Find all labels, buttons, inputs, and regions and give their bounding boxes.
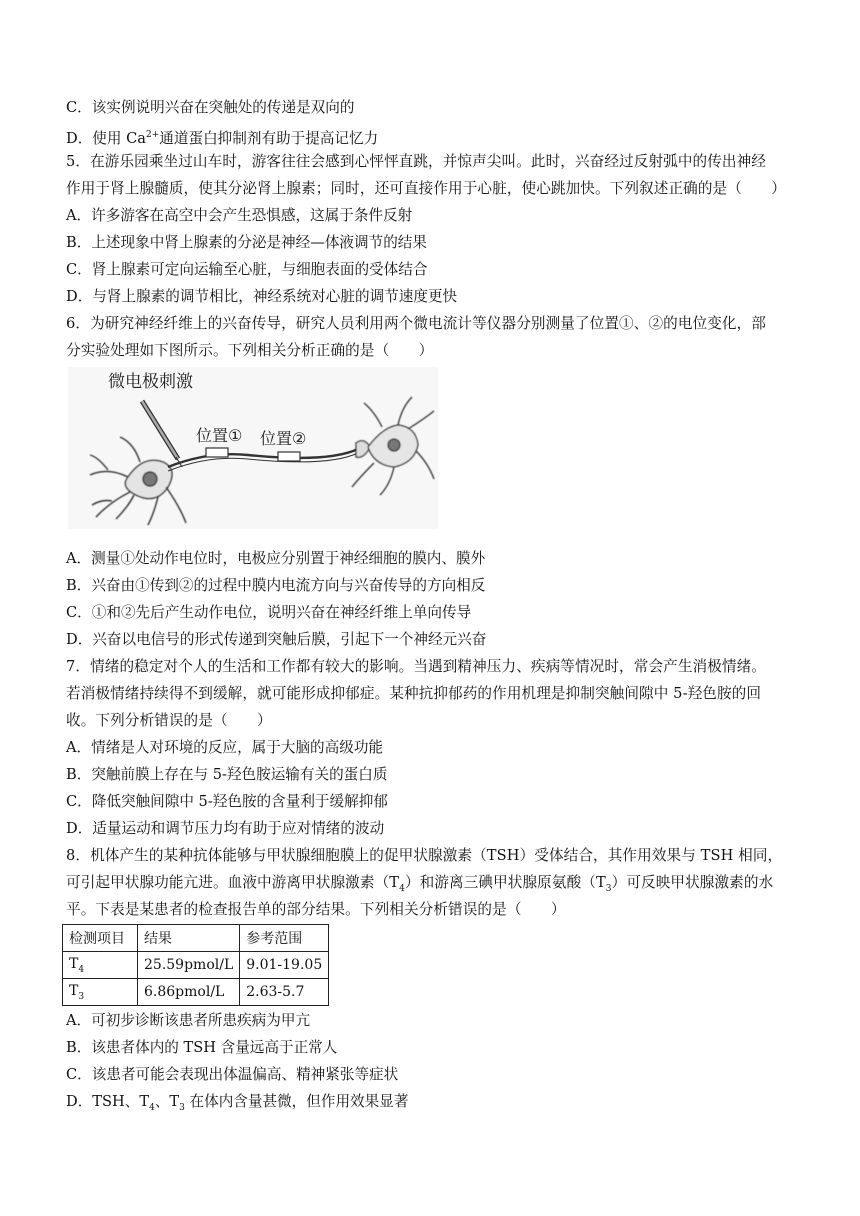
table-header-cell: 结果 [138,925,240,952]
q6-option-a: A．测量①处动作电位时，电极应分别置于神经细胞的膜内、膜外 [66,550,486,567]
q5-stem-line-1: 5．在游乐园乘坐过山车时，游客往往会感到心怦怦直跳，并惊声尖叫。此时，兴奋经过反射弧中的传出神经 [66,153,766,170]
q7-stem-line-2: 若消极情绪持续得不到缓解，就可能形成抑郁症。某种抗抑郁药的作用机理是抑制突触间隙中 5-羟色胺的回 [66,685,762,702]
item-text: T [69,955,79,972]
q8-stem-subscript: 3 [605,883,612,894]
table-cell-range: 2.63-5.7 [240,979,329,1006]
q8-option-d-text: 、T [154,1093,180,1110]
q8-option-b: B．该患者体内的 TSH 含量远高于正常人 [66,1039,338,1056]
q8-stem-line-3: 平。下表是某患者的检查报告单的部分结果。下列相关分析错误的是（ ） [66,901,566,918]
q7-stem-line-1: 7．情绪的稳定对个人的生活和工作都有较大的影响。当遇到精神压力、疾病等情况时，常会产生消极情绪。 [66,658,766,675]
q4-option-d-text-tail: 通道蛋白抑制剂有助于提高记忆力 [159,129,379,147]
q8-option-c: C．该患者可能会表现出体温偏高、精神紧张等症状 [66,1066,399,1083]
q8-option-d [66,1092,408,1118]
q8-stem-subscript: 4 [399,883,405,894]
table-row [63,979,329,1006]
q8-stem-text: ）和游离三碘甲状腺原氨酸（T [404,874,606,891]
label-position-2: 位置② [260,429,307,448]
item-text: T [69,982,79,999]
q8-option-a: A．可初步诊断该患者所患疾病为甲亢 [66,1012,311,1029]
q8-option-d-subscript: 3 [179,1102,185,1113]
item-subscript: 4 [78,964,85,975]
q7-option-a: A．情绪是人对环境的反应，属于大脑的高级功能 [66,739,384,756]
label-micro-electrode: 微电极刺激 [108,372,193,392]
table-cell-item [63,979,138,1006]
neuron-diagram [68,367,438,529]
q8-stem-line-1: 8．机体产生的某种抗体能够与甲状腺细胞膜上的促甲状腺激素（TSH）受体结合，其作用效果与 TSH 相同， [66,847,783,864]
table-cell-result: 6.86pmol/L [138,979,240,1006]
q8-option-d-text: 在体内含量甚微，但作用效果显著 [184,1093,409,1110]
q5-stem-line-2: 作用于肾上腺髓质，使其分泌肾上腺素；同时，还可直接作用于心脏，使心跳加快。下列叙述正确的是（ ） [66,180,786,197]
q7-option-b: B．突触前膜上存在与 5-羟色胺运输有关的蛋白质 [66,766,388,783]
q4-option-d-text: D．使用 Ca [66,129,146,147]
q8-stem-text: ）可反映甲状腺激素的水 [611,874,774,891]
item-subscript: 3 [78,991,85,1002]
q8-option-d-subscript: 4 [149,1102,155,1113]
q4-option-d-superscript: 2+ [146,130,160,140]
q4-option-c: C．该实例说明兴奋在突触处的传递是双向的 [66,99,355,116]
q6-stem-line-1: 6．为研究神经纤维上的兴奋传导，研究人员利用两个微电流计等仪器分别测量了位置①、②的电位变化，部 [66,315,766,332]
table-header-cell: 检测项目 [63,925,138,952]
table-header-cell: 参考范围 [240,925,329,952]
q6-stem-line-2: 分实验处理如下图所示。下列相关分析正确的是（ ） [66,342,434,359]
q8-stem-text: 可引起甲状腺功能亢进。血液中游离甲状腺激素（T [66,874,400,891]
q5-option-d: D．与肾上腺素的调节相比，神经系统对心脏的调节速度更快 [66,288,458,305]
q5-option-b: B．上述现象中肾上腺素的分泌是神经—体液调节的结果 [66,234,427,251]
neuron-figure [68,367,438,529]
q8-stem-line-2 [66,873,773,899]
label-position-1: 位置① [196,426,243,445]
q6-option-d: D．兴奋以电信号的形式传递到突触后膜，引起下一个神经元兴奋 [66,631,487,648]
table-cell-item [63,952,138,979]
q7-option-d: D．适量运动和调节压力均有助于应对情绪的波动 [66,820,385,837]
table-row [63,952,329,979]
q8-option-d-text: D．TSH、T [66,1093,150,1110]
q5-option-c: C．肾上腺素可定向运输至心脏，与细胞表面的受体结合 [66,261,428,278]
report-table [62,924,329,1006]
table-header-row [63,925,329,952]
q7-stem-line-3: 收。下列分析错误的是（ ） [66,712,272,729]
q6-option-c: C．①和②先后产生动作电位，说明兴奋在神经纤维上单向传导 [66,604,472,621]
table-cell-range: 9.01-19.05 [240,952,329,979]
q4-option-d [66,125,378,149]
table-cell-result: 25.59pmol/L [138,952,240,979]
electrode-position-1 [206,448,228,457]
q7-option-c: C．降低突触间隙中 5-羟色胺的含量利于缓解抑郁 [66,793,388,810]
q5-option-a: A．许多游客在高空中会产生恐惧感，这属于条件反射 [66,207,413,224]
electrode-position-2 [278,452,300,461]
q6-option-b: B．兴奋由①传到②的过程中膜内电流方向与兴奋传导的方向相反 [66,577,486,594]
